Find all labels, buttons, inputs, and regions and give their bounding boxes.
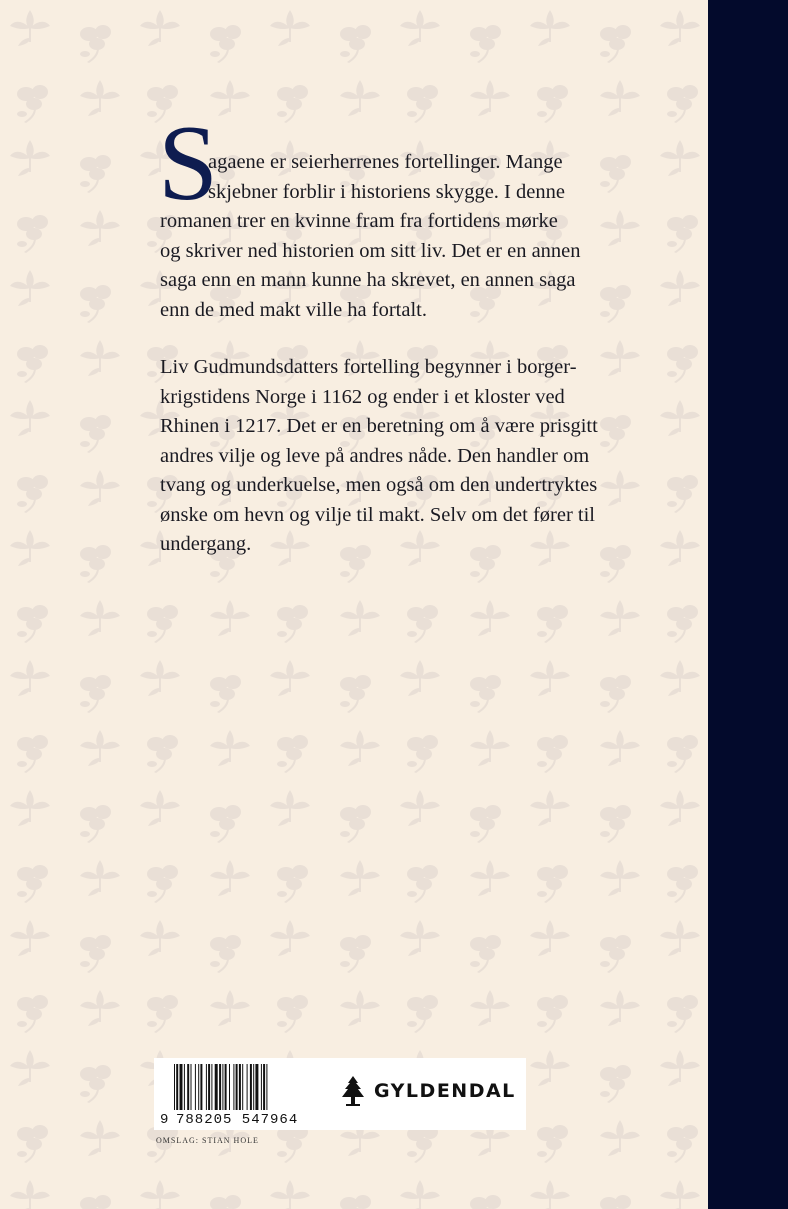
blurb-line: enn de med makt ville ha fortalt.	[160, 298, 427, 321]
blurb-line: Rhinen i 1217. Det er en beretning om å være prisgitt	[160, 415, 598, 437]
drop-cap: S	[158, 104, 219, 223]
blurb-line: tvang og underkuelse, men også om den undertryktes	[160, 474, 598, 496]
fir-tree-icon	[340, 1076, 366, 1106]
blurb-line: agaene er seierherrenes fortellinger. Mange	[208, 151, 563, 173]
blurb-line: ønske om hevn og vilje til makt. Selv om det fører til	[160, 503, 595, 526]
blurb-line: Liv Gudmundsdatters fortelling begynner i borger-	[160, 356, 577, 378]
blurb-line: saga enn en mann kunne ha skrevet, en annen saga	[160, 269, 576, 291]
blurb-line: undergang.	[160, 533, 252, 555]
barcode-panel	[154, 1058, 526, 1130]
blurb-paragraph	[158, 104, 640, 325]
blurb-paragraph	[160, 353, 640, 560]
blurb-line: andres vilje og leve på andres nåde. Den handler om	[160, 444, 590, 467]
isbn-first-digit: 9	[160, 1112, 169, 1128]
blurb-line: skjebner forblir i historiens skygge. I denne	[208, 180, 565, 203]
isbn-number: 788205 547964	[176, 1112, 299, 1128]
isbn-barcode	[174, 1064, 314, 1112]
spine-edge	[708, 0, 788, 1209]
blurb	[158, 104, 640, 578]
blurb-line: krigstidens Norge i 1162 og ender i et kloster ved	[160, 385, 565, 408]
blurb-line: romanen trer en kvinne fram fra fortidens mørke	[160, 210, 558, 232]
blurb-line: og skriver ned historien om sitt liv. Det er en annen	[160, 239, 581, 262]
publisher-logo	[340, 1076, 516, 1106]
publisher-name: GYLDENDAL	[374, 1080, 516, 1102]
cover-credit: OMSLAG: STIAN HOLE	[156, 1136, 259, 1145]
